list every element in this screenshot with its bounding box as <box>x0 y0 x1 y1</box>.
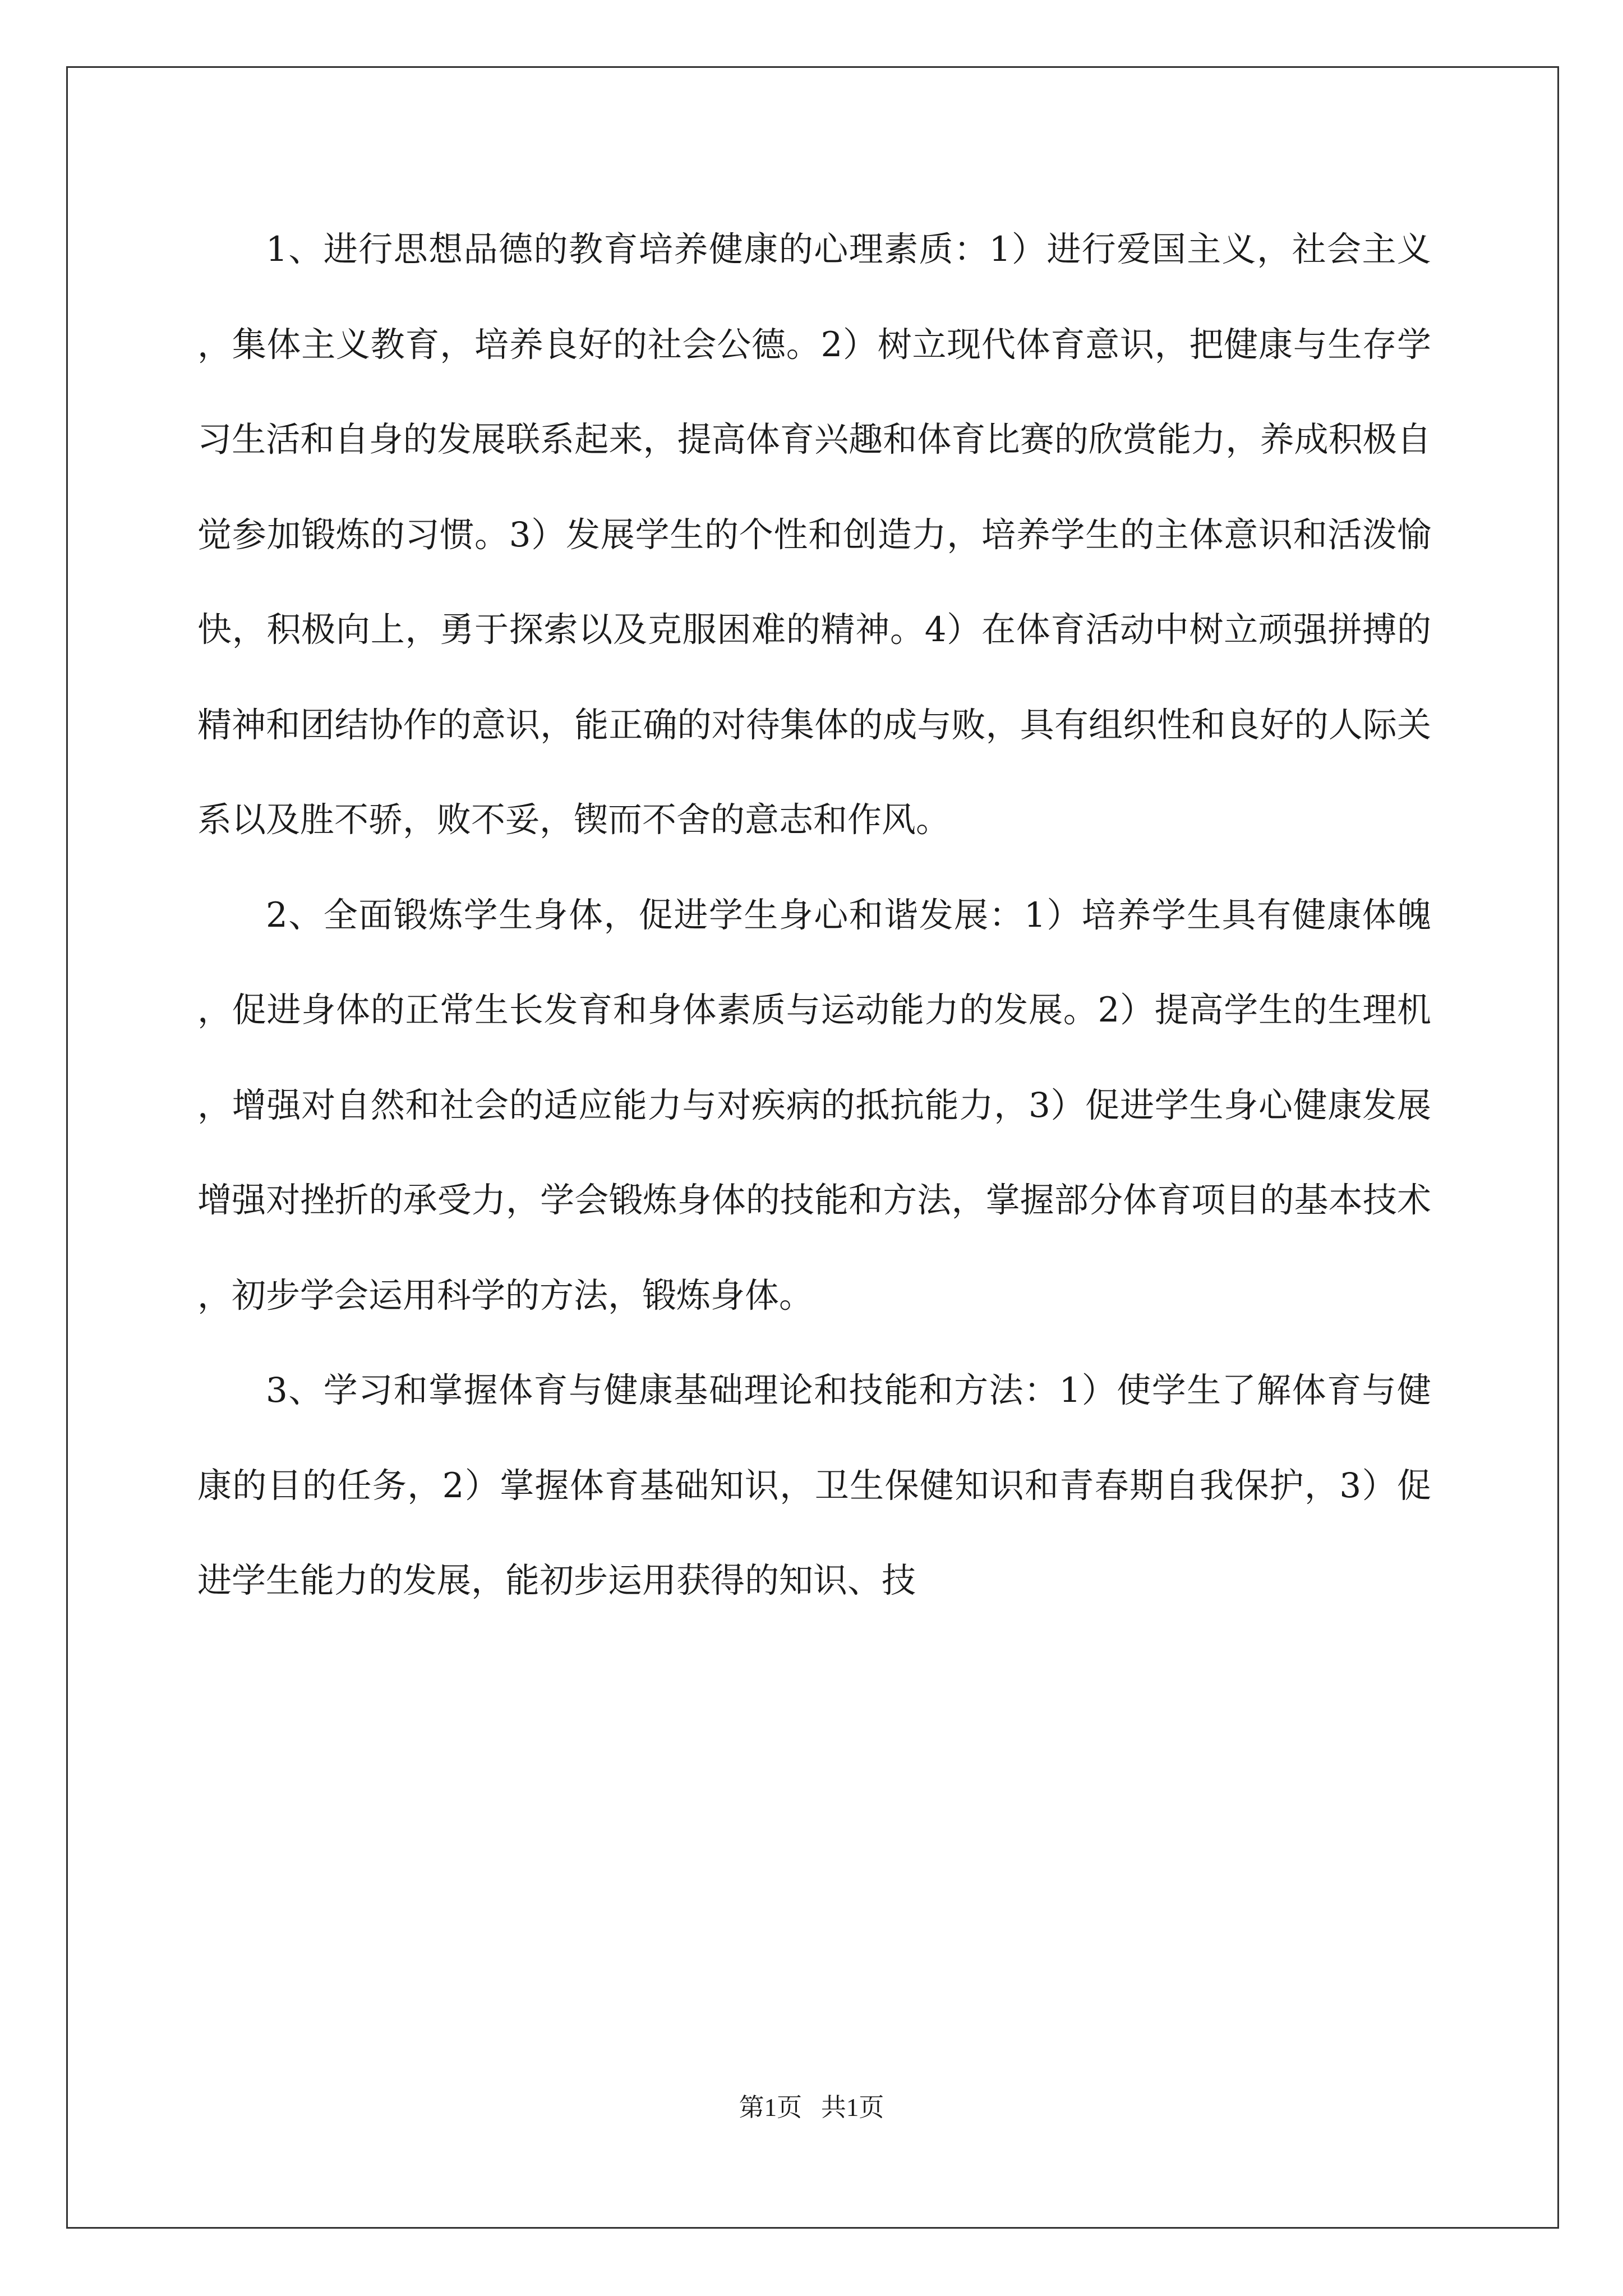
page-footer: 第1页 共1页 <box>739 2093 884 2122</box>
paragraph-2: 2、全面锻炼学生身体，促进学生身心和谐发展：1）培养学生具有健康体魄，促进身体的正常生长发育和身体素质与运动能力的发展。2）提高学生的生理机，增强对自然和社会的适应能力与对疾病的抵抗能力，3）促进学生身心健康发展增强对挫折的承受力，学会锻炼身体的技能和方法，掌握部分体育项目的基本技术，初步学会运用科学的方法，锻炼身体。 <box>197 895 1431 1315</box>
document-body <box>197 202 1431 1628</box>
paragraph-1: 1、进行思想品德的教育培养健康的心理素质：1）进行爱国主义，社会主义，集体主义教育，培养良好的社会公德。2）树立现代体育意识，把健康与生存学习生活和自身的发展联系起来，提高体育兴趣和体育比赛的欣赏能力，养成积极自觉参加锻炼的习惯。3）发展学生的个性和创造力，培养学生的主体意识和活泼愉快，积极向上，勇于探索以及克服困难的精神。4）在体育活动中树立顽强拼搏的精神和团结协作的意识，能正确的对待集体的成与败，具有组织性和良好的人际关系以及胜不骄，败不妥，锲而不舍的意志和作风。 <box>197 229 1431 840</box>
paragraph-3: 3、学习和掌握体育与健康基础理论和技能和方法：1）使学生了解体育与健康的目的任务，2）掌握体育基础知识，卫生保健知识和青春期自我保护，3）促进学生能力的发展，能初步运用获得的知识、技 <box>197 1370 1431 1600</box>
